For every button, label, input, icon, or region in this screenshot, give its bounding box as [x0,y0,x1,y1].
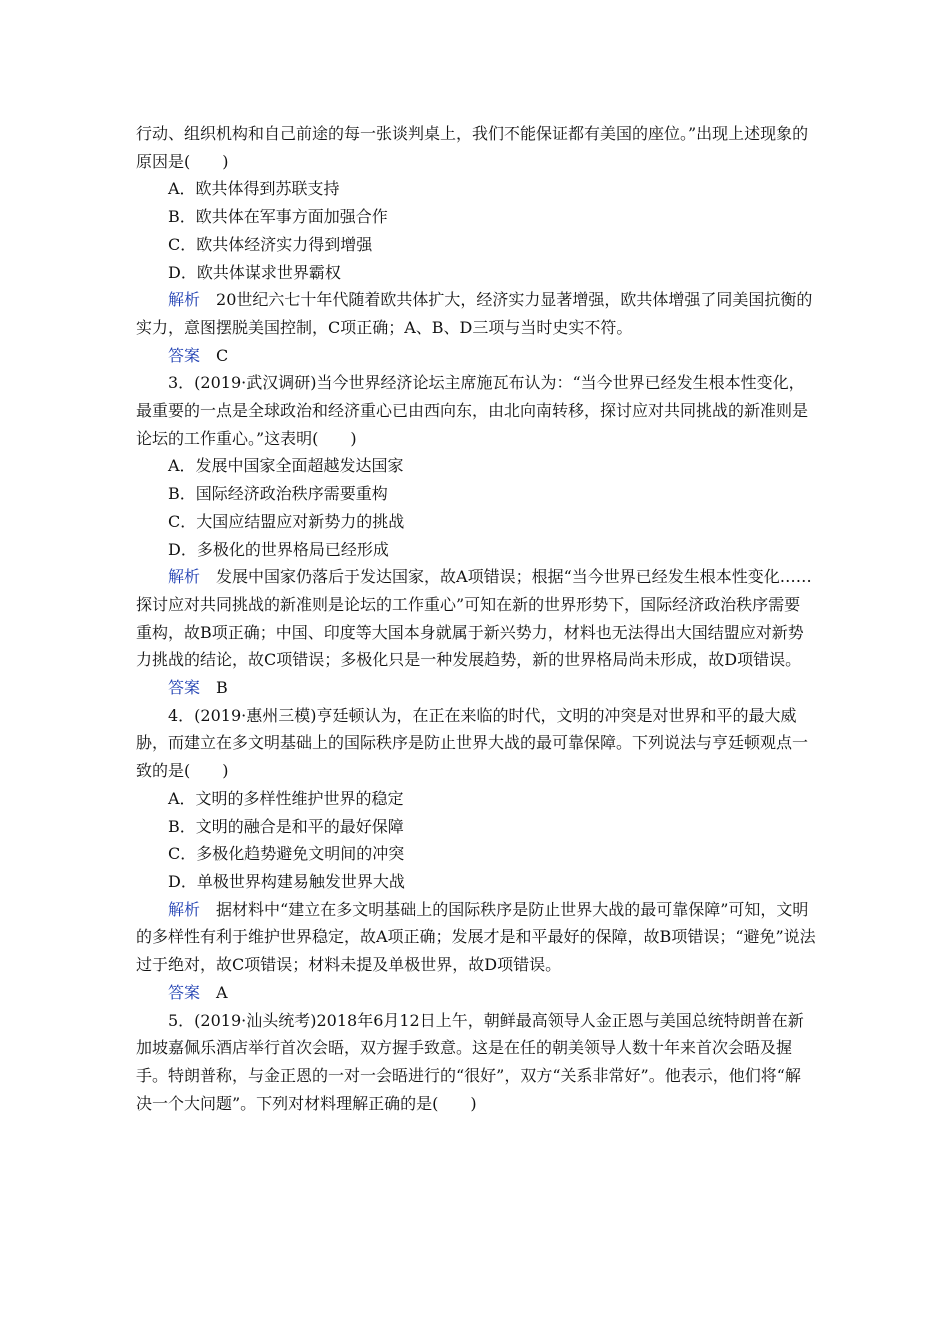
q3-analysis-text: 发展中国家仍落后于发达国家，故A项错误；根据“当今世界已经发生根本性变化……探讨应对共同挑战的新准则是论坛的工作重心”可知在新的世界形势下，国际经济政治秩序需要重构，故B项正确；中国、印度等大国本身就属于新兴势力，材料也无法得出大国结盟应对新势力挑战的结论，故C项错误；多极化只是一种发展趋势，新的世界格局尚未形成，故D项错误。 [136,567,812,670]
q3-answer-value: B [216,678,228,698]
q3-option-c: C．大国应结盟应对新势力的挑战 [168,511,405,531]
q3-stem: 3．(2019·武汉调研)当今世界经济论坛主席施瓦布认为：“当今世界已经发生根本性变化，最重要的一点是全球政治和经济重心已由西向东，由北向南转移，探讨应对共同挑战的新准则是论坛的工作重心。”这表明( ) [136,373,809,448]
q4-analysis [136,896,816,979]
q2-stem-tail: 行动、组织机构和自己前途的每一张谈判桌上，我们不能保证都有美国的座位。”出现上述现象的原因是( ) [136,124,809,171]
q2-answer-value: C [216,345,229,365]
q3-answer [136,674,816,702]
q4-answer-value: A [216,982,228,1002]
answer-label: 答案 [168,678,201,698]
analysis-label: 解析 [168,899,201,919]
q3-option-b: B．国际经济政治秩序需要重构 [168,484,388,504]
q2-answer [136,342,816,370]
answer-label: 答案 [168,345,201,365]
q3-option-a: A．发展中国家全面超越发达国家 [168,456,404,476]
q4-stem: 4．(2019·惠州三模)亨廷顿认为，在正在来临的时代，文明的冲突是对世界和平的最大威胁，而建立在多文明基础上的国际秩序是防止世界大战的最可靠保障。下列说法与亨廷顿观点一致的是( ) [136,705,809,781]
q3-analysis [136,563,816,674]
q4-option-b: B．文明的融合是和平的最好保障 [168,816,404,836]
answer-label: 答案 [168,982,201,1002]
q2-option-a: A．欧共体得到苏联支持 [168,179,340,199]
analysis-label: 解析 [168,567,201,587]
q4-analysis-text: 据材料中“建立在多文明基础上的国际秩序是防止世界大战的最可靠保障”可知，文明的多样性有利于维护世界稳定，故A项正确；发展才是和平最好的保障，故B项错误；“避免”说法过于绝对，故C项错误；材料未提及单极世界，故D项错误。 [136,899,816,975]
q3-option-d: D．多极化的世界格局已经形成 [168,539,389,559]
q4-answer [136,979,816,1007]
q2-option-b: B．欧共体在军事方面加强合作 [168,207,388,227]
document-page [136,120,816,1117]
q2-analysis-text: 20世纪六七十年代随着欧共体扩大，经济实力显著增强，欧共体增强了同美国抗衡的实力，意图摆脱美国控制，C项正确；A、B、D三项与当时史实不符。 [136,290,813,337]
q4-option-a: A．文明的多样性维护世界的稳定 [168,788,404,808]
q2-option-d: D．欧共体谋求世界霸权 [168,262,341,282]
q4-option-d: D．单极世界构建易触发世界大战 [168,871,405,891]
analysis-label: 解析 [168,290,201,310]
q5-stem: 5．(2019·汕头统考)2018年6月12日上午，朝鲜最高领导人金正恩与美国总统特朗普在新加坡嘉佩乐酒店举行首次会晤，双方握手致意。这是在任的朝美领导人数十年来首次会晤及握手。特朗普称，与金正恩的一对一会晤进行的“很好”，双方“关系非常好”。他表示，他们将“解决一个大问题”。下列对材料理解正确的是( ) [136,1010,804,1113]
q2-option-c: C．欧共体经济实力得到增强 [168,234,373,254]
q4-option-c: C．多极化趋势避免文明间的冲突 [168,844,405,864]
q2-analysis [136,286,816,341]
